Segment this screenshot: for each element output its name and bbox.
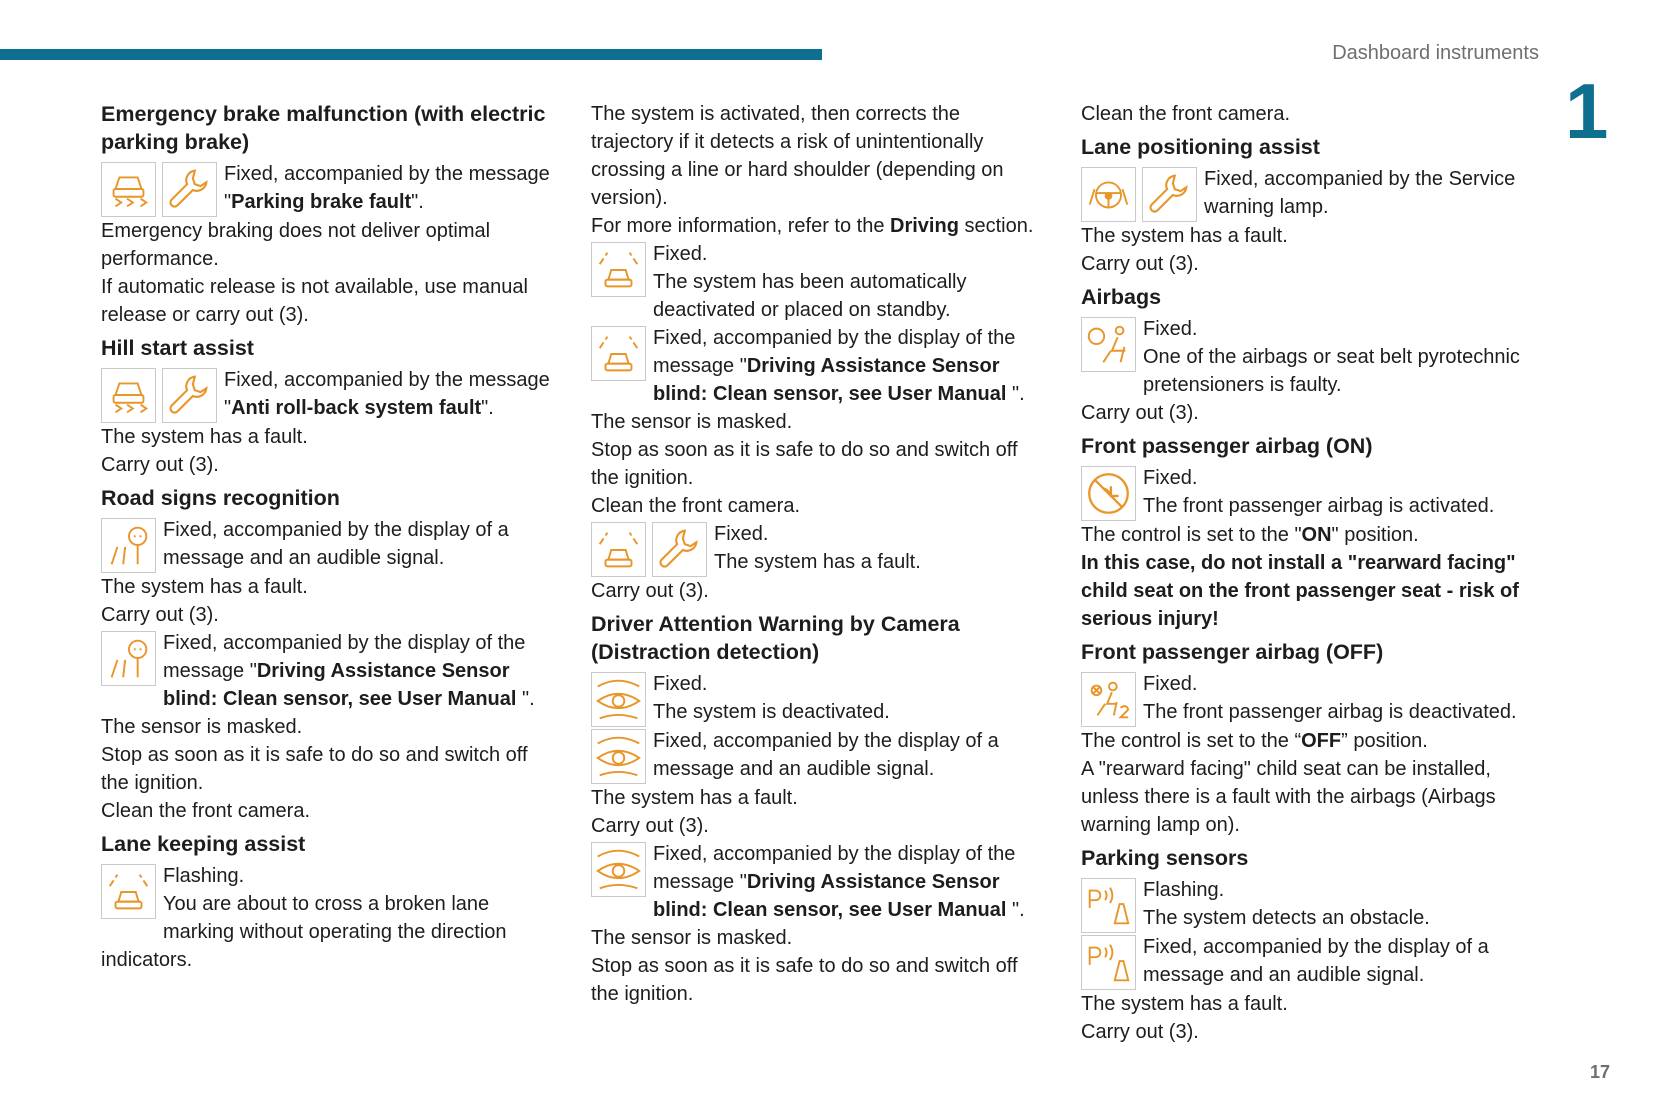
wrench-icon [162, 162, 217, 217]
heading-parking-sensors: Parking sensors [1081, 846, 1249, 870]
eye-icon [591, 672, 646, 727]
chapter-number: 1 [1565, 67, 1609, 155]
entry-hill-start: Fixed, accompanied by the message "Anti roll-back system fault". [101, 366, 553, 423]
passenger-airbag-on-icon [1081, 466, 1136, 521]
heading-driver-attention: Driver Attention Warning by Camera (Distraction detection) [591, 612, 960, 664]
wrench-icon [1142, 167, 1197, 222]
heading-road-signs: Road signs recognition [101, 486, 340, 510]
entry-lane-1: Fixed. The system has been automatically deactivated or placed on standby. [591, 240, 1043, 324]
road-sign-icon [101, 631, 156, 686]
entry-airbag-on: Fixed. The front passenger airbag is activated. [1081, 464, 1551, 521]
heading-emergency-brake: Emergency brake malfunction (with electric parking brake) [101, 102, 546, 154]
column-3: Clean the front camera. Lane positioning assist Fixed, accompanied by the Service warning lamp. The system has a fault. Carry out (3). Airbags Fixed. One of the airbags or seat belt pyrotechnic pretensioners is faulty. Carry out (3). Front passenger airbag (ON) Fixed. The front passenger airbag is activated. The control is set to the "ON" position. In this case, do not install a "rearward facing" child seat on the front passenger seat - risk of serious injury! Front passenger airbag (OFF) Fixed. The front passenger airbag is deactivated. The control is set to the “OFF” position. A "rearward facing" child seat can be installed, unless there is a fault with the airbags (Airbags warning lamp on). Parking sensors Flashing. The system detects an obstacle. Fixed, accompanied by the display of a message and an audible signal. The system has a fault. Carry out (3). [1081, 100, 1551, 1046]
entry-airbag-off: Fixed. The front passenger airbag is deactivated. [1081, 670, 1551, 727]
heading-lane-keeping: Lane keeping assist [101, 832, 306, 856]
lane-assist-icon [101, 864, 156, 919]
section-title: Dashboard instruments [1332, 42, 1539, 64]
road-sign-icon [101, 518, 156, 573]
heading-lane-positioning: Lane positioning assist [1081, 135, 1320, 159]
entry-parking-1: Flashing. The system detects an obstacle. [1081, 876, 1551, 933]
heading-airbags: Airbags [1081, 285, 1162, 309]
parking-sensor-icon [1081, 878, 1136, 933]
lane-assist-icon [591, 522, 646, 577]
entry-road-signs-2: Fixed, accompanied by the display of the message "Driving Assistance Sensor blind: Clean sensor, see User Manual ". [101, 629, 553, 713]
entry-daw-3: Fixed, accompanied by the display of the message "Driving Assistance Sensor blind: Clean sensor, see User Manual ". [591, 840, 1043, 924]
lane-assist-icon [591, 326, 646, 381]
eye-icon [591, 842, 646, 897]
emergency-brake-icon [101, 162, 156, 217]
entry-lane-2: Fixed, accompanied by the display of the message "Driving Assistance Sensor blind: Clean sensor, see User Manual ". [591, 324, 1043, 408]
eye-icon [591, 729, 646, 784]
entry-lane-3: Fixed. The system has a fault. [591, 520, 1043, 577]
entry-lane-positioning: Fixed, accompanied by the Service warning lamp. [1081, 165, 1551, 222]
lane-assist-icon [591, 242, 646, 297]
passenger-airbag-off-icon [1081, 672, 1136, 727]
column-1: Emergency brake malfunction (with electric parking brake) Fixed, accompanied by the message "Parking brake fault". Emergency braking does not deliver optimal performance. If automatic release is not available, use manual release or carry out (3). Hill start assist Fixed, accompanied by the message "Anti roll-back system fault". The system has a fault. Carry out (3). Road signs recognition Fixed, accompanied by the display of a message and an audible signal. The system has a fault. Carry out (3). Fixed, accompanied by the display of the message "Driving Assistance Sensor blind: Clean sensor, see User Manual ". The sensor is masked. Stop as soon as it is safe to do so and switch off the ignition. Clean the front camera. Lane keeping assist Flashing. You are about to cross a broken lane marking without operating the direction indicators. [101, 100, 553, 974]
wrench-icon [162, 368, 217, 423]
column-2: The system is activated, then corrects the trajectory if it detects a risk of unintentionally crossing a line or hard shoulder (depending on version). For more information, refer to the Driving section. Fixed. The system has been automatically deactivated or placed on standby. Fixed, accompanied by the display of the message "Driving Assistance Sensor blind: Clean sensor, see User Manual ". The sensor is masked. Stop as soon as it is safe to do so and switch off the ignition. Clean the front camera. Fixed. The system has a fault. Carry out (3). Driver Attention Warning by Camera (Distraction detection) Fixed. The system is deactivated. Fixed, accompanied by the display of a message and an audible signal. The system has a fault. Carry out (3). Fixed, accompanied by the display of the message "Driving Assistance Sensor blind: Clean sensor, see User Manual ". The sensor is masked. Stop as soon as it is safe to do so and switch off the ignition. [591, 100, 1043, 1008]
heading-hill-start: Hill start assist [101, 336, 254, 360]
entry-lane-keeping: Flashing. You are about to cross a broken lane marking without operating the direction indicators. [101, 865, 507, 971]
heading-airbag-off: Front passenger airbag (OFF) [1081, 640, 1384, 664]
entry-parking-2: Fixed, accompanied by the display of a message and an audible signal. [1081, 933, 1551, 990]
airbag-icon [1081, 317, 1136, 372]
page-number: 17 [1590, 1062, 1611, 1082]
parking-sensor-icon [1081, 935, 1136, 990]
steering-wheel-icon [1081, 167, 1136, 222]
entry-airbags: Fixed. One of the airbags or seat belt pyrotechnic pretensioners is faulty. [1081, 315, 1551, 399]
entry-road-signs-1: Fixed, accompanied by the display of a message and an audible signal. [101, 516, 553, 573]
heading-airbag-on: Front passenger airbag (ON) [1081, 434, 1373, 458]
entry-daw-1: Fixed. The system is deactivated. [591, 670, 1043, 727]
header-accent-bar [0, 49, 822, 60]
entry-daw-2: Fixed, accompanied by the display of a message and an audible signal. [591, 727, 1043, 784]
wrench-icon [652, 522, 707, 577]
emergency-brake-icon [101, 368, 156, 423]
entry-emergency-brake: Fixed, accompanied by the message "Parking brake fault". [101, 160, 553, 217]
